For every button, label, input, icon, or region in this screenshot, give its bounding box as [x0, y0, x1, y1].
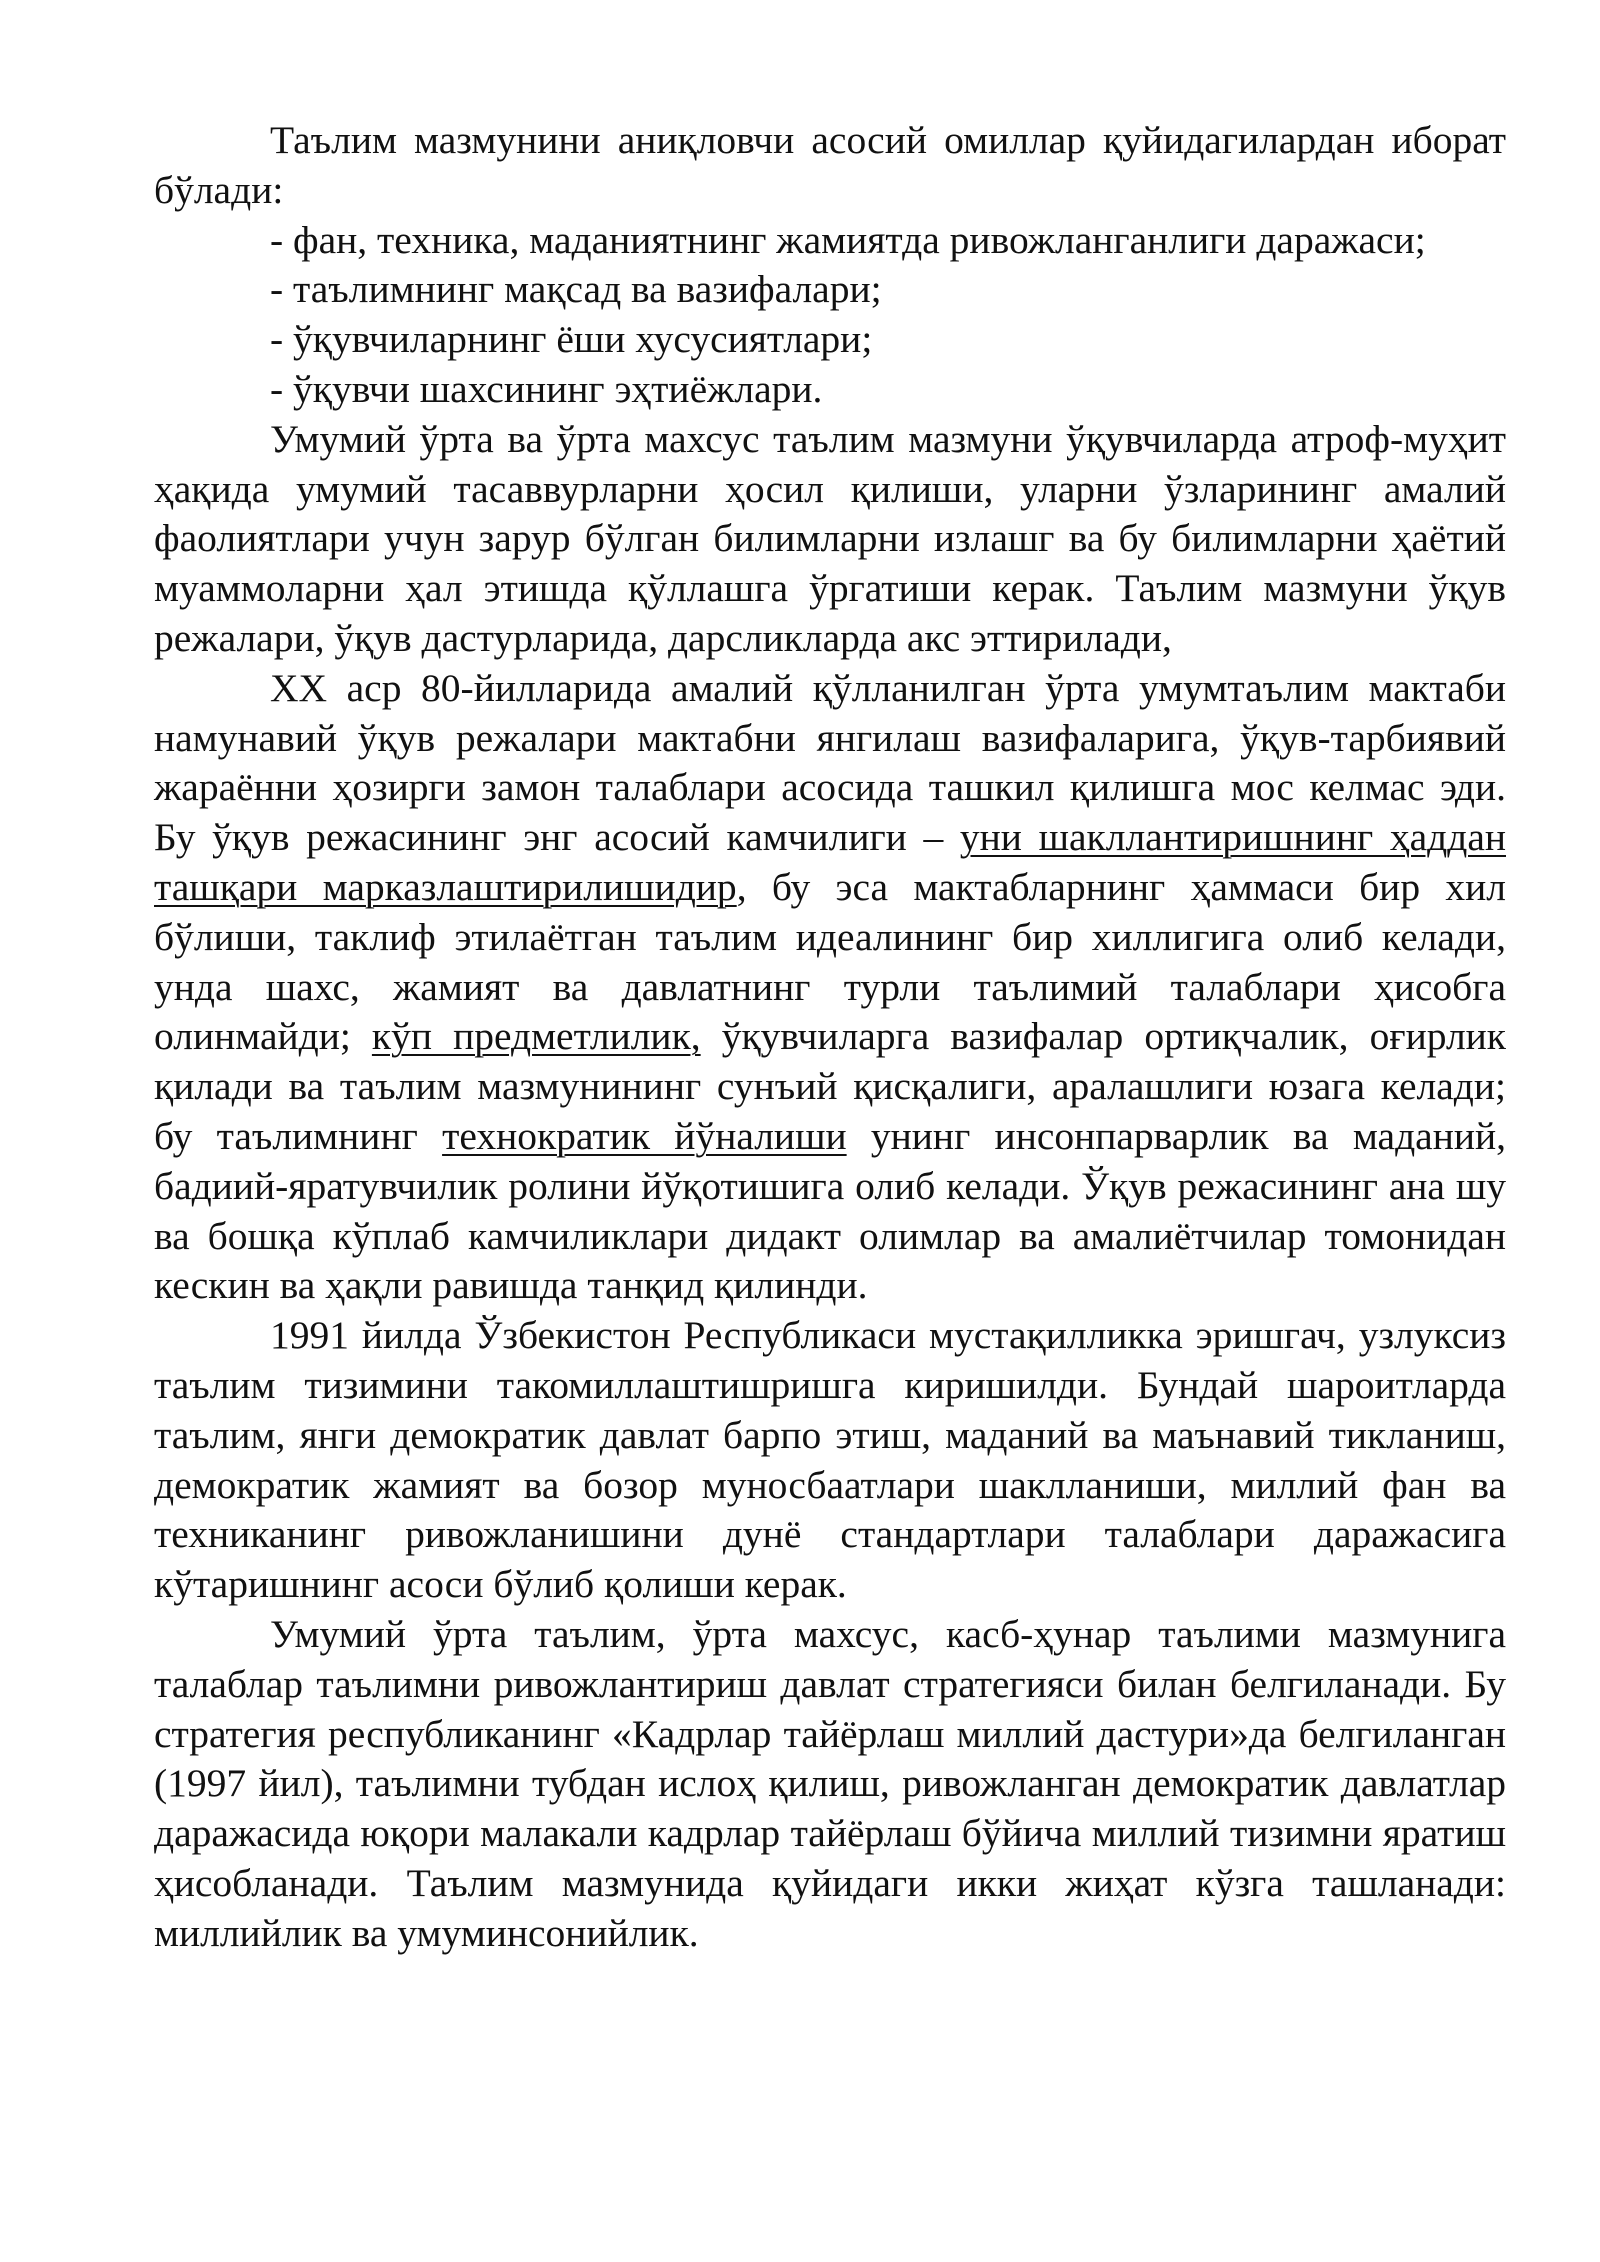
curriculum-critique-paragraph: [154, 664, 1506, 1311]
underlined-phrase: уни шакллантиришнинг ҳаддан ташқари марказлаштирилишидир: [154, 815, 1506, 909]
text-run: унинг инсонпарварлик ва маданий, бадиий-яратувчилик ролини йўқотишига олиб келади. Ўқув режасининг ана шу ва бошқа кўплаб камчиликлари дидакт олимлар ва амалиётчилар томонидан кескин ва ҳақли равишда танқид қилинди.: [154, 1113, 1506, 1308]
content-requirements-paragraph: Умумий ўрта ва ўрта махсус таълим мазмуни ўқувчиларда атроф-муҳит ҳақида умумий тасаввурларни ҳосил қилиши, уларни ўзларининг амалий фаолиятлари учун зарур бўлган билимларни излашг ва бу билимларни ҳаётий муаммоларни ҳал этишда қўллашга ўргатиши керак. Таълим мазмуни ўқув режалари, ўқув дастурларида, дарсликларда акс эттирилади,: [154, 416, 1506, 660]
factor-list-item: - ўқувчиларнинг ёши хусусиятлари;: [270, 317, 873, 362]
independence-paragraph: 1991 йилда Ўзбекистон Республикаси мустақилликка эришгач, узлуксиз таълим тизимини такомиллаштишришга киришилди. Бундай шароитларда таълим, янги демократик давлат барпо этиш, маданий ва маънавий тикланиш, демократик жамият ва бозор муносбаатлари шаклланиши, миллий фан ва техниканинг ривожланишини дунё стандартлари талаблари даражасига кўтаришнинг асоси бўлиб қолиши керак.: [154, 1313, 1506, 1607]
text-run: XX аср 80-йилларида амалий қўлланилган ўрта умумтаълим мактаби намунавий ўқув режалари мактабни янгилаш вазифаларига, ўқув-тарбиявий жараённи ҳозирги замон талаблари асосида ташкил қилишга мос келмас эди. Бу ўқув режасининг энг асосий камчилиги –: [154, 665, 1506, 860]
text-run: ўқувчиларга вазифалар ортиқчалик, оғирлик қилади ва таълим мазмунининг сунъий қисқалиги, аралашлиги юзага келади; бу таълимнинг: [154, 1014, 1506, 1158]
factor-list-item: - ўқувчи шахсининг эҳтиёжлари.: [270, 366, 823, 411]
intro-paragraph: Таълим мазмунини аниқловчи асосий омиллар қуйидагилардан иборат бўлади:: [154, 118, 1506, 212]
underlined-phrase: кўп предметлилик,: [371, 1014, 701, 1059]
factor-list-item: - таълимнинг мақсад ва вазифалари;: [270, 267, 882, 312]
factor-list-item: - фан, техника, маданиятнинг жамиятда ривожланганлиги даражаси;: [270, 217, 1426, 262]
document-page: [154, 116, 1506, 1958]
strategy-paragraph: Умумий ўрта таълим, ўрта махсус, касб-ҳунар таълими мазмунига талаблар таълимни ривожлантириш давлат стратегияси билан белгиланади. Бу стратегия республиканинг «Кадрлар тайёрлаш миллий дастури»да белгиланган (1997 йил), таълимни тубдан ислоҳ қилиш, ривожланган демократик давлатлар даражасида юқори малакали кадрлар тайёрлаш бўйича миллий тизимни яратиш ҳисобланади. Таълим мазмунида қуйидаги икки жиҳат кўзга ташланади: миллийлик ва умуминсонийлик.: [154, 1611, 1506, 1955]
text-run: , бу эса мактабларнинг ҳаммаси бир хил бўлиши, таклиф этилаётган таълим идеалининг бир хиллигига олиб келади, унда шахс, жамият ва давлатнинг турли таълимий талаблари ҳисобга олинмайди;: [154, 864, 1506, 1059]
underlined-phrase: технократик йўналиши: [442, 1113, 847, 1158]
